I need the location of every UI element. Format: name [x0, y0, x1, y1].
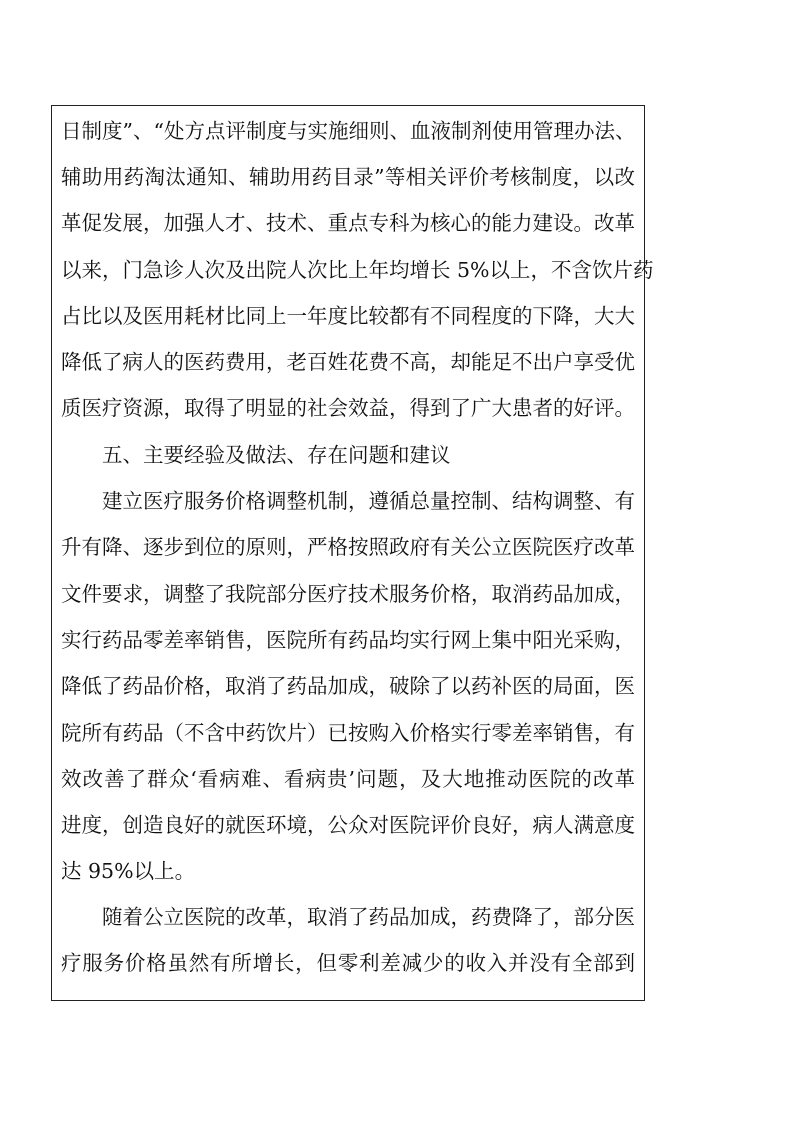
- text-line: 占比以及医用耗材比同上一年度比较都有不同程度的下降，大大: [61, 304, 635, 328]
- text-line: 升有降、逐步到位的原则，严格按照政府有关公立医院医疗改革: [61, 535, 635, 559]
- text-line: 质医疗资源，取得了明显的社会效益，得到了广大患者的好评。: [61, 396, 635, 420]
- text-line: 院所有药品（不含中药饮片）已按购入价格实行零差率销售，有: [61, 721, 635, 745]
- text-line: 降低了病人的医药费用，老百姓花费不高，却能足不出户享受优: [61, 350, 635, 374]
- text-line: 辅助用药淘汰通知、辅助用药目录”等相关评价考核制度，以改: [61, 165, 635, 189]
- text-line: 随着公立医院的改革，取消了药品加成，药费降了，部分医: [102, 905, 635, 929]
- section-heading: 五、主要经验及做法、存在问题和建议: [102, 443, 451, 467]
- text-line: 文件要求，调整了我院部分医疗技术服务价格，取消药品加成，: [61, 582, 635, 606]
- text-line: 效改善了群众‘看病难、看病贵’问题，及大地推动医院的改革: [61, 767, 635, 791]
- text-line: 疗服务价格虽然有所增长，但零利差减少的收入并没有全部到: [61, 951, 635, 975]
- text-line: 建立医疗服务价格调整机制，遵循总量控制、结构调整、有: [102, 489, 635, 513]
- text-line: 革促发展，加强人才、技术、重点专科为核心的能力建设。改革: [61, 211, 635, 235]
- text-line: 达 95%以上。: [61, 859, 196, 883]
- text-line: 降低了药品价格，取消了药品加成，破除了以药补医的局面，医: [61, 674, 635, 698]
- text-line: 日制度”、“处方点评制度与实施细则、血液制剂使用管理办法、: [61, 119, 636, 143]
- text-line: 以来，门急诊人次及出院人次比上年均增长 5%以上，不含饮片药: [61, 258, 654, 282]
- text-line: 实行药品零差率销售，医院所有药品均实行网上集中阳光采购，: [61, 628, 635, 652]
- text-line: 进度，创造良好的就医环境，公众对医院评价良好，病人满意度: [61, 813, 635, 837]
